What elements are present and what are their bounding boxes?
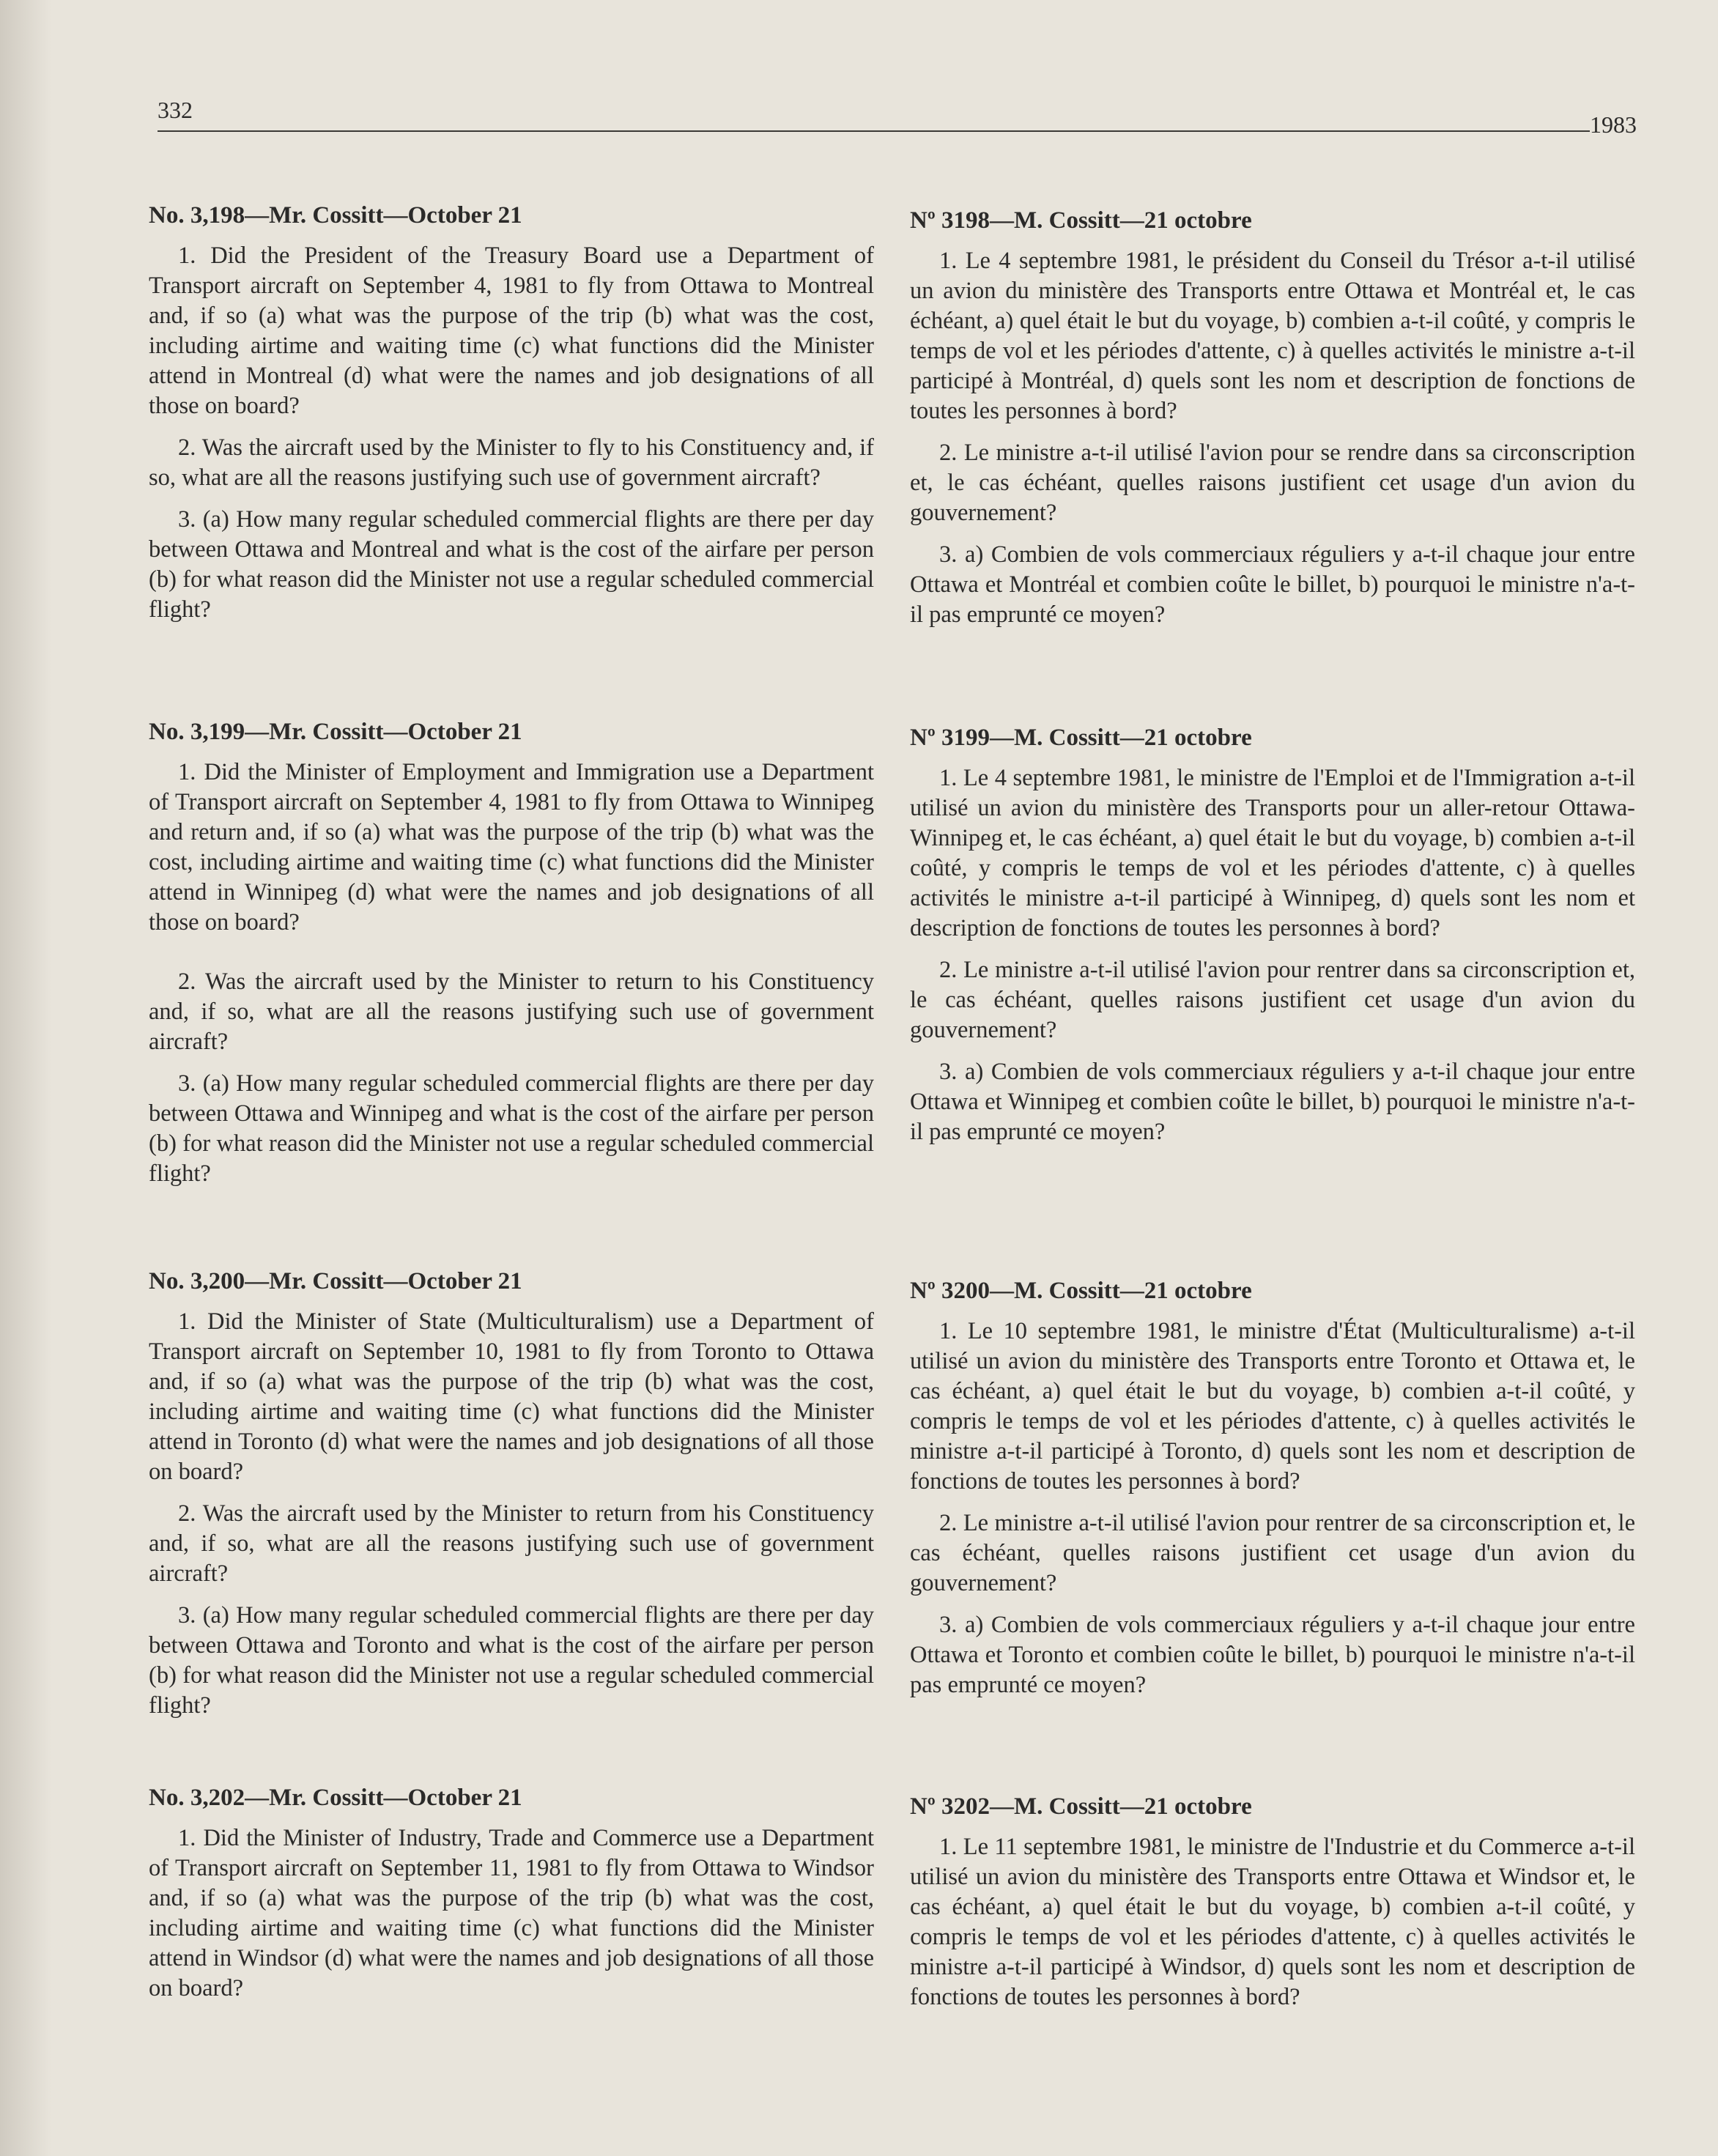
header-rule: [158, 130, 1590, 132]
question-3202-fr: [910, 1793, 1635, 2024]
question-paragraph: 2. Le ministre a-t-il utilisé l'avion pour rentrer de sa circonscription et, le cas échéant, quelles raisons justifient cet usage d'un avion du gouvernement?: [910, 1510, 1635, 1596]
question-heading: No. 3,199—Mr. Cossitt—October 21: [149, 719, 522, 745]
question-paragraph: 1. Le 11 septembre 1981, le ministre de l'Industrie et du Commerce a-t-il utilisé un avion du ministère des Transports entre Ottawa et Windsor et, le cas échéant, a) quel était le but du voyage, b) combien a-t-il coûté, y compris le temps de vol et les périodes d'attente, c) à quelles activités le ministre a-t-il participé à Windsor, d) quels sont les nom et description de fonctions de toutes les personnes à bord?: [910, 1834, 1635, 2010]
question-paragraph: 1. Le 4 septembre 1981, le ministre de l'Emploi et de l'Immigration a-t-il utilisé un avion du ministère des Transports pour un aller-retour Ottawa-Winnipeg et, le cas échéant, a) quel était le but du voyage, b) combien a-t-il coûté, y compris le temps de vol et les périodes d'attente, c) à quelles activités le ministre a-t-il participé à Winnipeg, d) quels sont les nom et description de fonctions de toutes les personnes à bord?: [910, 765, 1635, 941]
page-year: 1983: [1590, 111, 1637, 138]
question-3199-en: [149, 718, 874, 1201]
question-heading: No. 3,198—Mr. Cossitt—October 21: [149, 202, 522, 229]
question-paragraph: 2. Was the aircraft used by the Minister to return from his Constituency and, if so, what are all the reasons justifying such use of government aircraft?: [149, 1500, 874, 1587]
question-heading: Nº 3199—M. Cossitt—21 octobre: [910, 725, 1252, 751]
question-heading: No. 3,200—Mr. Cossitt—October 21: [149, 1268, 522, 1294]
question-paragraph: 2. Was the aircraft used by the Minister to return to his Constituency and, if so, what are all the reasons justifying such use of government aircraft?: [149, 968, 874, 1055]
question-3198-en: [149, 201, 874, 637]
question-paragraph: 2. Was the aircraft used by the Minister to fly to his Constituency and, if so, what are all the reasons justifying such use of government aircraft?: [149, 434, 874, 491]
question-3200-fr: [910, 1277, 1635, 1712]
question-paragraph: 3. a) Combien de vols commerciaux réguliers y a-t-il chaque jour entre Ottawa et Montréal et combien coûte le billet, b) pourquoi le ministre n'a-t-il pas emprunté ce moyen?: [910, 541, 1635, 628]
question-3200-en: [149, 1267, 874, 1733]
question-paragraph: 2. Le ministre a-t-il utilisé l'avion pour rentrer dans sa circonscription et, le cas échéant, quelles raisons justifient cet usage d'un avion du gouvernement?: [910, 957, 1635, 1043]
page-binding-shadow: [0, 0, 51, 2156]
question-paragraph: 3. (a) How many regular scheduled commercial flights are there per day between Ottawa and Toronto and what is the cost of the airfare per person (b) for what reason did the Minister not use a regular scheduled commercial flight?: [149, 1602, 874, 1719]
page-number: 332: [158, 97, 193, 123]
question-paragraph: 3. a) Combien de vols commerciaux réguliers y a-t-il chaque jour entre Ottawa et Winnipeg et combien coûte le billet, b) pourquoi le ministre n'a-t-il pas emprunté ce moyen?: [910, 1059, 1635, 1145]
question-paragraph: 1. Le 4 septembre 1981, le président du Conseil du Trésor a-t-il utilisé un avion du ministère des Transports entre Ottawa et Montréal et, le cas échéant, a) quel était le but du voyage, b) combien a-t-il coûté, y compris le temps de vol et les périodes d'attente, c) à quelles activités le ministre a-t-il participé à Montréal, d) quels sont les nom et description de fonctions de toutes les personnes à bord?: [910, 248, 1635, 424]
question-3198-fr: [910, 207, 1635, 642]
question-paragraph: 1. Le 10 septembre 1981, le ministre d'État (Multiculturalisme) a-t-il utilisé un avion du ministère des Transports entre Toronto et Ottawa et, le cas échéant, a) quel était le but du voyage, b) combien a-t-il coûté, y compris le temps de vol et les périodes d'attente, c) à quelles activités le ministre a-t-il participé à Toronto, d) quels sont les nom et description de fonctions de toutes les personnes à bord?: [910, 1318, 1635, 1494]
question-paragraph: 3. a) Combien de vols commerciaux réguliers y a-t-il chaque jour entre Ottawa et Toronto et combien coûte le billet, b) pourquoi le ministre n'a-t-il pas emprunté ce moyen?: [910, 1612, 1635, 1698]
question-heading: Nº 3200—M. Cossitt—21 octobre: [910, 1278, 1252, 1304]
question-heading: No. 3,202—Mr. Cossitt—October 21: [149, 1785, 522, 1811]
question-paragraph: 1. Did the Minister of State (Multiculturalism) use a Department of Transport aircraft on September 10, 1981 to fly from Toronto to Ottawa and, if so (a) what was the purpose of the trip (b) what was the cost, including airtime and waiting time (c) what functions did the Minister attend in Toronto (d) what were the names and job designations of all those on board?: [149, 1308, 874, 1485]
question-paragraph: 3. (a) How many regular scheduled commercial flights are there per day between Ottawa and Montreal and what is the cost of the airfare per person (b) for what reason did the Minister not use a regular scheduled commercial flight?: [149, 506, 874, 623]
question-paragraph: 3. (a) How many regular scheduled commercial flights are there per day between Ottawa and Winnipeg and what is the cost of the airfare per person (b) for what reason did the Minister not use a regular scheduled commercial flight?: [149, 1070, 874, 1187]
question-3202-en: [149, 1784, 874, 2015]
question-paragraph: 2. Le ministre a-t-il utilisé l'avion pour se rendre dans sa circonscription et, le cas échéant, quelles raisons justifient cet usage d'un avion du gouvernement?: [910, 440, 1635, 526]
question-paragraph: 1. Did the President of the Treasury Board use a Department of Transport aircraft on September 4, 1981 to fly from Ottawa to Montreal and, if so (a) what was the purpose of the trip (b) what was the cost, including airtime and waiting time (c) what functions did the Minister attend in Montreal (d) what were the names and job designations of all those on board?: [149, 242, 874, 419]
question-paragraph: 1. Did the Minister of Employment and Immigration use a Department of Transport aircraft on September 4, 1981 to fly from Ottawa to Winnipeg and return and, if so (a) what was the purpose of the trip (b) what was the cost, including airtime and waiting time (c) what functions did the Minister attend in Winnipeg (d) what were the names and job designations of all those on board?: [149, 759, 874, 936]
question-paragraph: 1. Did the Minister of Industry, Trade and Commerce use a Department of Transport aircraft on September 11, 1981 to fly from Ottawa to Windsor and, if so (a) what was the purpose of the trip (b) what was the cost, including airtime and waiting time (c) what functions did the Minister attend in Windsor (d) what were the names and job designations of all those on board?: [149, 1825, 874, 2001]
question-3199-fr: [910, 724, 1635, 1159]
question-heading: Nº 3202—M. Cossitt—21 octobre: [910, 1793, 1252, 1820]
question-heading: Nº 3198—M. Cossitt—21 octobre: [910, 207, 1252, 234]
